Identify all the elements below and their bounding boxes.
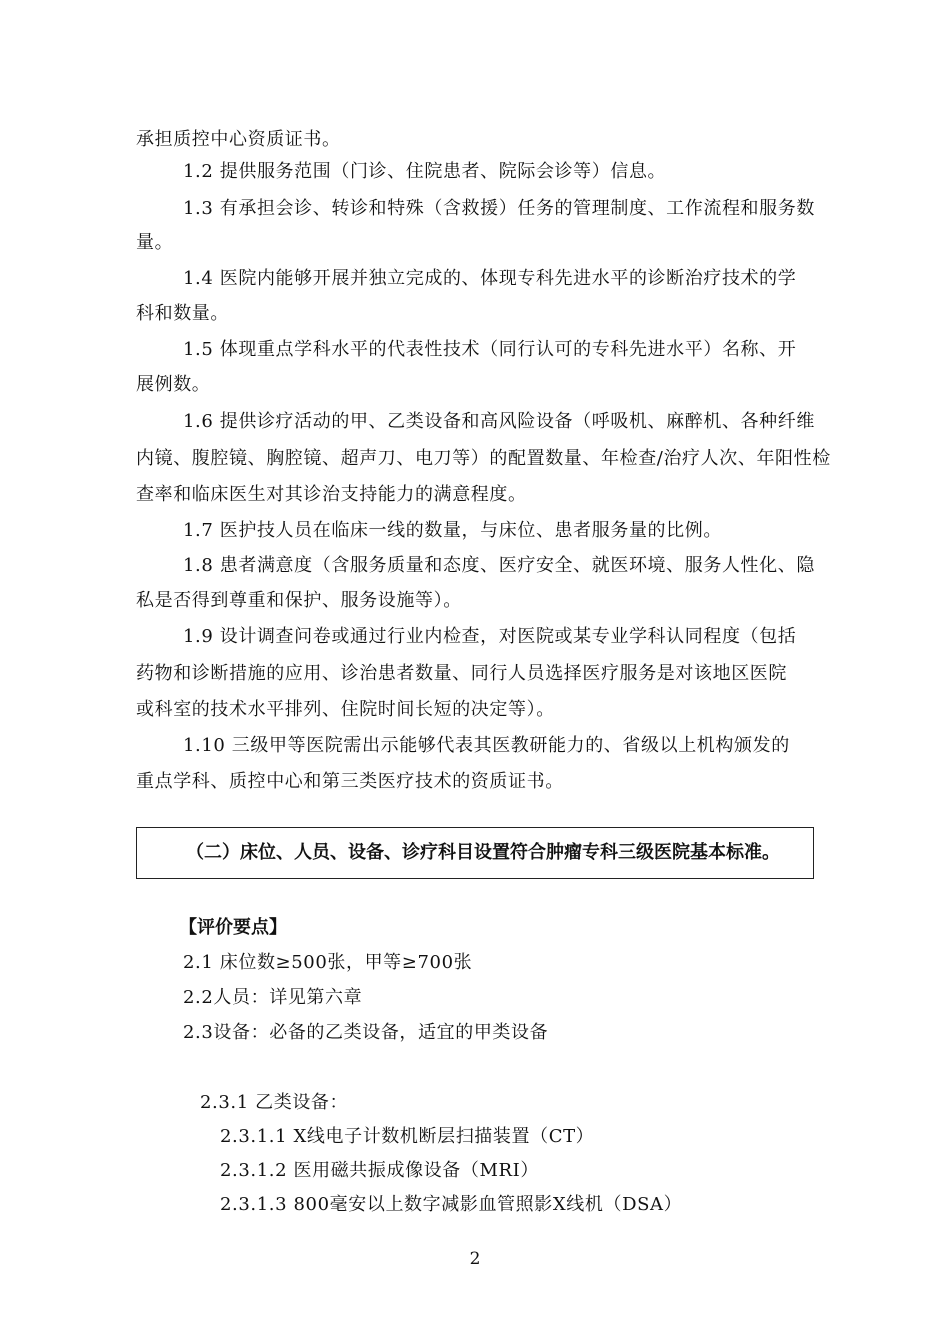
item-2-3: 2.3设备：必备的乙类设备，适宜的甲类设备 (183, 1022, 549, 1043)
item-1-7: 1.7 医护技人员在临床一线的数量，与床位、患者服务量的比例。 (183, 520, 722, 541)
item-1-9: 1.9 设计调查问卷或通过行业内检查，对医院或某专业学科认同程度（包括 (183, 626, 797, 647)
paragraph-line: 或科室的技术水平排列、住院时间长短的决定等）。 (136, 699, 555, 720)
item-1-10: 1.10 三级甲等医院需出示能够代表其医教研能力的、省级以上机构颁发的 (183, 735, 790, 756)
paragraph-line: 科和数量。 (136, 303, 229, 324)
item-2-1: 2.1 床位数≥500张，甲等≥700张 (183, 952, 473, 973)
paragraph-line: 药物和诊断措施的应用、诊治患者数量、同行人员选择医疗服务是对该地区医院 (136, 663, 787, 684)
item-2-3-1-2: 2.3.1.2 医用磁共振成像设备（MRI） (220, 1160, 539, 1181)
item-2-3-1-1: 2.3.1.1 X线电子计数机断层扫描装置（CT） (220, 1126, 595, 1147)
paragraph-line: 私是否得到尊重和保护、服务设施等）。 (136, 590, 462, 611)
item-2-3-1-3: 2.3.1.3 800毫安以上数字减影血管照影X线机（DSA） (220, 1194, 683, 1215)
item-1-5: 1.5 体现重点学科水平的代表性技术（同行认可的专科先进水平）名称、开 (183, 339, 797, 360)
paragraph-line: 量。 (136, 232, 174, 253)
page-number: 2 (469, 1249, 481, 1269)
item-1-3: 1.3 有承担会诊、转诊和特殊（含救援）任务的管理制度、工作流程和服务数 (183, 198, 815, 219)
evaluation-heading: 【评价要点】 (179, 917, 287, 938)
item-2-3-1: 2.3.1 乙类设备： (200, 1092, 349, 1113)
standard-heading: （二）床位、人员、设备、诊疗科目设置符合肿瘤专科三级医院基本标准。 (186, 842, 780, 863)
paragraph-line: 内镜、腹腔镜、胸腔镜、超声刀、电刀等）的配置数量、年检查/治疗人次、年阳性检 (136, 448, 831, 469)
paragraph-line: 承担质控中心资质证书。 (136, 129, 341, 150)
paragraph-line: 重点学科、质控中心和第三类医疗技术的资质证书。 (136, 771, 564, 792)
item-1-4: 1.4 医院内能够开展并独立完成的、体现专科先进水平的诊断治疗技术的学 (183, 268, 797, 289)
item-1-6: 1.6 提供诊疗活动的甲、乙类设备和高风险设备（呼吸机、麻醉机、各种纤维 (183, 411, 815, 432)
item-1-2: 1.2 提供服务范围（门诊、住院患者、院际会诊等）信息。 (183, 161, 667, 182)
item-1-8: 1.8 患者满意度（含服务质量和态度、医疗安全、就医环境、服务人性化、隐 (183, 555, 815, 576)
paragraph-line: 查率和临床医生对其诊治支持能力的满意程度。 (136, 484, 527, 505)
item-2-2: 2.2人员：详见第六章 (183, 987, 363, 1008)
paragraph-line: 展例数。 (136, 374, 211, 395)
